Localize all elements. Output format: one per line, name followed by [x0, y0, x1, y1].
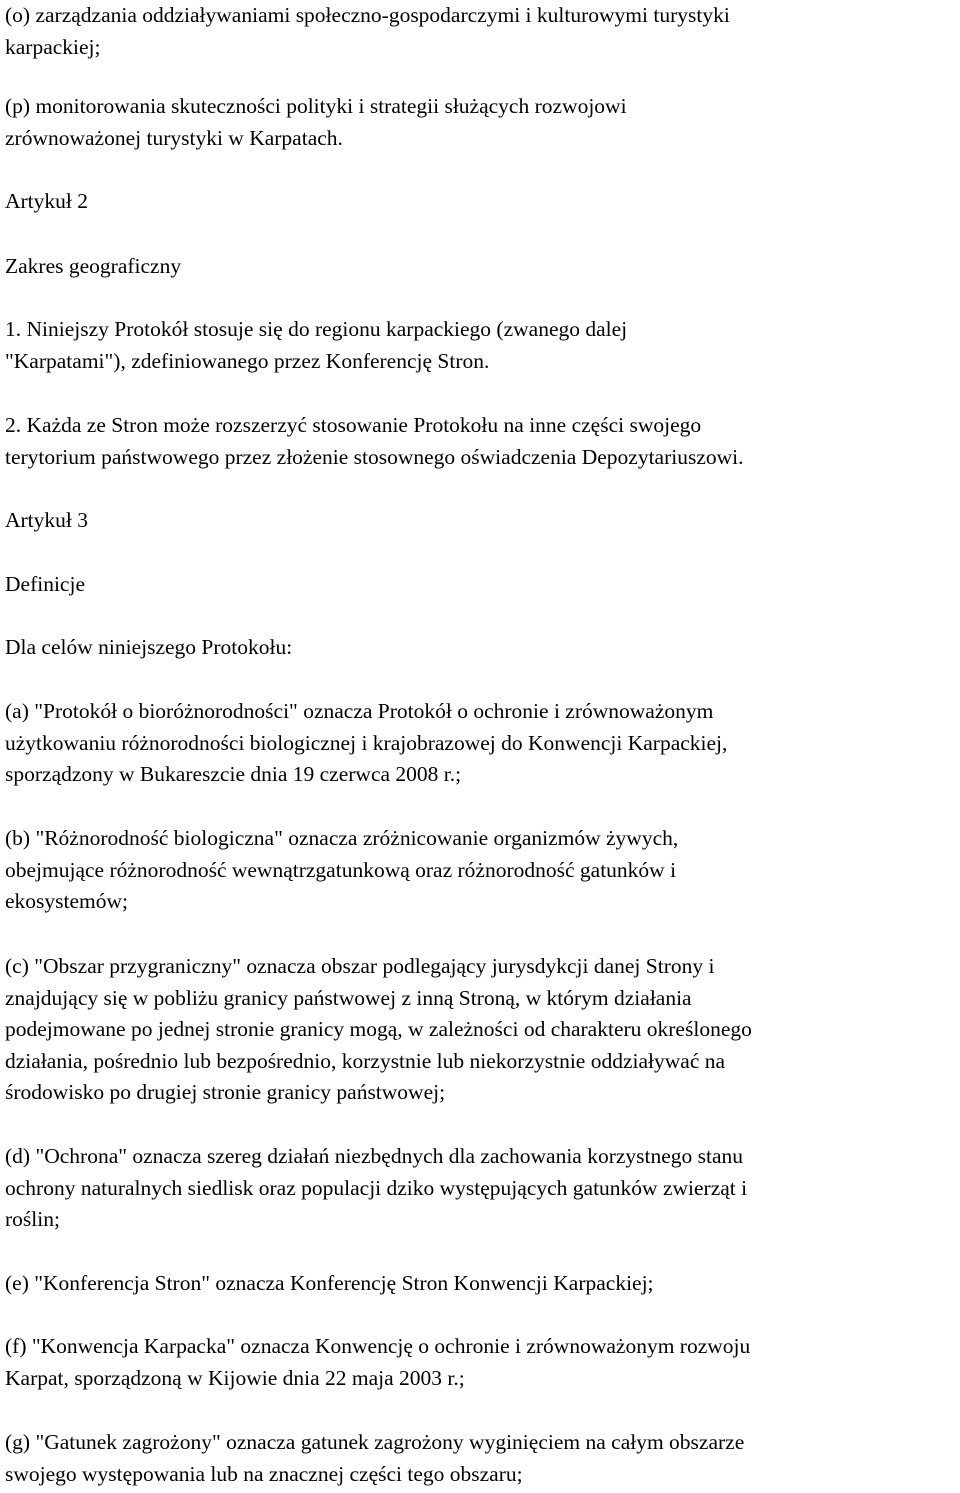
text-line: sporządzony w Bukareszcie dnia 19 czerwca 2008 r.; — [5, 762, 462, 786]
text-line: (p) monitorowania skuteczności polityki i strategii służących rozwojowi — [5, 94, 627, 118]
text-line: (a) "Protokół o bioróżnorodności" oznacza Protokół o ochronie i zrównoważonym — [5, 699, 714, 723]
definition-d — [5, 1141, 747, 1236]
text-line: Dla celów niniejszego Protokołu: — [5, 635, 293, 659]
text-line: (d) "Ochrona" oznacza szereg działań niezbędnych dla zachowania korzystnego stanu — [5, 1144, 744, 1168]
text-line: (c) "Obszar przygraniczny" oznacza obszar podlegający jurysdykcji danej Strony i — [5, 954, 715, 978]
text-line: 1. Niniejszy Protokół stosuje się do regionu karpackiego (zwanego dalej — [5, 317, 628, 341]
article-2-title — [5, 251, 181, 283]
definition-e — [5, 1268, 654, 1300]
text-line: 2. Każda ze Stron może rozszerzyć stosowanie Protokołu na inne części swojego — [5, 413, 702, 437]
definition-a — [5, 696, 727, 791]
text-line: ochrony naturalnych siedlisk oraz populacji dziko występujących gatunków zwierząt i — [5, 1175, 748, 1200]
text-line: swojego występowania lub na znacznej części tego obszaru; — [5, 1461, 523, 1486]
text-line: (o) zarządzania oddziaływaniami społeczno-gospodarczymi i kulturowymi turystyki — [5, 3, 730, 27]
text-line: (e) "Konferencja Stron" oznacza Konferencję Stron Konwencji Karpackiej; — [5, 1271, 654, 1295]
text-line: Karpat, sporządzoną w Kijowie dnia 22 maja 2003 r.; — [5, 1365, 465, 1390]
text-line: użytkowaniu różnorodności biologicznej i krajobrazowej do Konwencji Karpackiej, — [5, 730, 728, 755]
text-line: roślin; — [5, 1207, 60, 1231]
text-line: (f) "Konwencja Karpacka" oznacza Konwencję o ochronie i zrównoważonym rozwoju — [5, 1334, 751, 1358]
text-line: działania, pośrednio lub bezpośrednio, korzystnie lub niekorzystnie oddziaływać na — [5, 1048, 726, 1073]
heading-text: Artykuł 2 — [5, 189, 89, 213]
text-line: obejmujące różnorodność wewnątrzgatunkową oraz różnorodność gatunków i — [5, 857, 677, 882]
heading-text: Definicje — [5, 572, 85, 596]
article-3-title — [5, 569, 85, 601]
article-2-para-1 — [5, 314, 627, 377]
definition-f — [5, 1331, 750, 1394]
text-line: środowisko po drugiej stronie granicy państwowej; — [5, 1080, 446, 1104]
heading-text: Artykuł 3 — [5, 508, 89, 532]
text-line: karpackiej; — [5, 34, 101, 59]
text-line: (b) "Różnorodność biologiczna" oznacza zróżnicowanie organizmów żywych, — [5, 826, 679, 850]
article-3-intro — [5, 632, 292, 664]
text-line: znajdujący się w pobliżu granicy państwowej z inną Stroną, w którym działania — [5, 985, 692, 1010]
heading-text: Zakres geograficzny — [5, 254, 182, 278]
definition-b — [5, 823, 678, 918]
text-line: (g) "Gatunek zagrożony" oznacza gatunek zagrożony wyginięciem na całym obszarze — [5, 1430, 745, 1454]
text-line: ekosystemów; — [5, 889, 129, 913]
definition-c — [5, 951, 752, 1109]
article-3-heading — [5, 505, 88, 537]
text-line: zrównoważonej turystyki w Karpatach. — [5, 125, 343, 150]
text-line: terytorium państwowego przez złożenie stosownego oświadczenia Depozytariuszowi. — [5, 444, 744, 469]
article-2-para-2 — [5, 410, 744, 473]
text-line: "Karpatami"), zdefiniowanego przez Konferencję Stron. — [5, 348, 490, 373]
text-line: podejmowane po jednej stronie granicy mogą, w zależności od charakteru określonego — [5, 1017, 752, 1041]
item-o — [5, 0, 730, 63]
definition-g — [5, 1427, 744, 1490]
item-p — [5, 91, 627, 154]
article-2-heading — [5, 186, 88, 218]
